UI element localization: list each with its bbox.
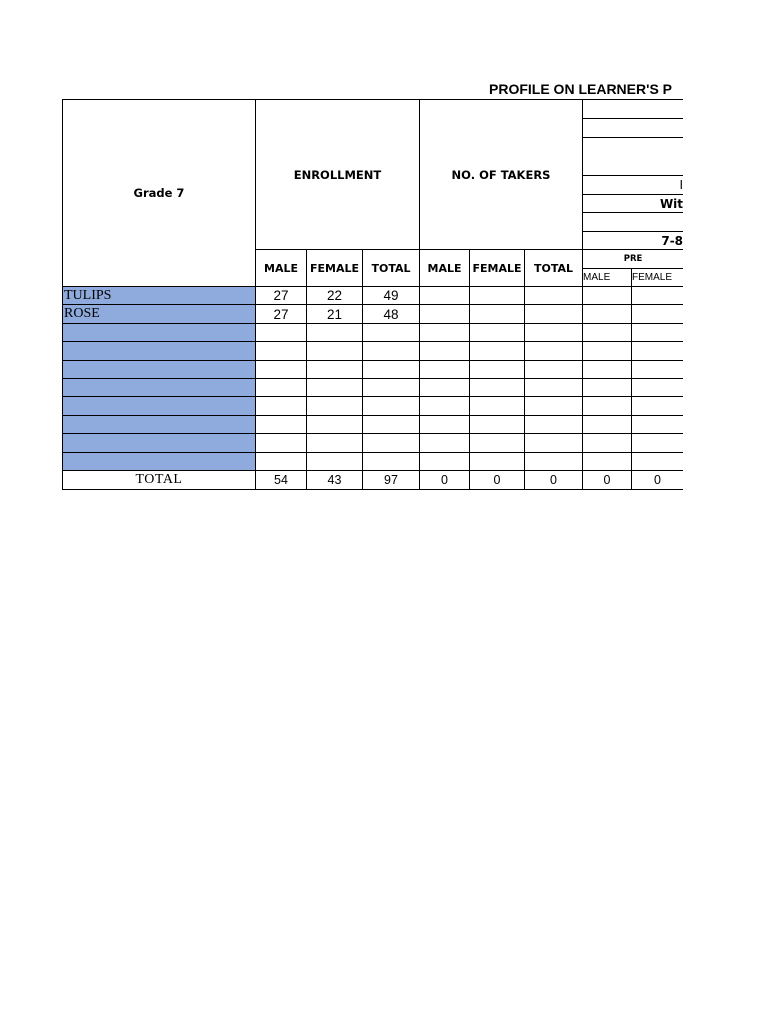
enrollment-label: ENROLLMENT bbox=[293, 167, 382, 182]
data-cell[interactable] bbox=[470, 323, 525, 341]
data-cell[interactable] bbox=[632, 323, 683, 341]
data-cell[interactable] bbox=[256, 360, 307, 378]
pre-label: PRE bbox=[623, 254, 643, 264]
data-cell[interactable] bbox=[256, 452, 307, 470]
header-band-cell bbox=[583, 138, 683, 176]
section-name-cell[interactable] bbox=[63, 397, 256, 415]
sub-total-label: TOTAL bbox=[534, 261, 574, 275]
takers-header-cell bbox=[420, 100, 583, 250]
takers-female-header bbox=[470, 250, 525, 287]
takers-total-header bbox=[525, 250, 583, 287]
data-cell[interactable] bbox=[632, 434, 683, 452]
data-cell[interactable] bbox=[420, 452, 470, 470]
data-cell[interactable] bbox=[583, 287, 632, 305]
data-cell[interactable]: 27 bbox=[256, 287, 307, 305]
table-row bbox=[63, 305, 684, 323]
data-cell[interactable] bbox=[525, 305, 583, 323]
partial-header-1: I bbox=[679, 178, 683, 192]
data-cell[interactable] bbox=[307, 360, 363, 378]
data-cell[interactable] bbox=[525, 452, 583, 470]
data-cell[interactable] bbox=[420, 305, 470, 323]
sub-male-label: MALE bbox=[264, 261, 298, 275]
data-cell[interactable]: 48 bbox=[363, 305, 420, 323]
total-enroll-male: 54 bbox=[256, 470, 307, 489]
data-cell[interactable] bbox=[525, 434, 583, 452]
enrollment-header-cell bbox=[256, 100, 420, 250]
small-male-label: MALE bbox=[583, 272, 611, 283]
table-row bbox=[63, 397, 684, 415]
sub-female-label: FEMALE bbox=[309, 261, 359, 275]
data-cell[interactable] bbox=[583, 397, 632, 415]
data-cell[interactable] bbox=[632, 397, 683, 415]
section-name-cell[interactable] bbox=[63, 378, 256, 396]
data-cell[interactable] bbox=[632, 342, 683, 360]
table-row bbox=[63, 287, 684, 305]
total-pre-male: 0 bbox=[583, 470, 632, 489]
section-name-cell[interactable] bbox=[63, 434, 256, 452]
partial-header-cell bbox=[583, 176, 683, 195]
enroll-female-header bbox=[307, 250, 363, 287]
partial-header-cell bbox=[583, 232, 683, 250]
data-cell[interactable] bbox=[583, 415, 632, 433]
data-cell[interactable] bbox=[583, 305, 632, 323]
section-name-cell[interactable] bbox=[63, 342, 256, 360]
total-enroll-female: 43 bbox=[307, 470, 363, 489]
data-cell[interactable] bbox=[420, 323, 470, 341]
data-cell[interactable] bbox=[363, 323, 420, 341]
table-row bbox=[63, 378, 684, 396]
data-cell[interactable] bbox=[632, 378, 683, 396]
data-cell[interactable] bbox=[470, 360, 525, 378]
takers-male-header bbox=[420, 250, 470, 287]
data-cell[interactable] bbox=[632, 360, 683, 378]
data-cell[interactable] bbox=[583, 452, 632, 470]
total-takers-female: 0 bbox=[470, 470, 525, 489]
data-cell[interactable] bbox=[420, 378, 470, 396]
data-cell[interactable] bbox=[583, 360, 632, 378]
data-cell[interactable] bbox=[256, 342, 307, 360]
data-cell[interactable]: 22 bbox=[307, 287, 363, 305]
table-row bbox=[63, 360, 684, 378]
data-cell[interactable] bbox=[256, 415, 307, 433]
data-cell[interactable] bbox=[583, 378, 632, 396]
enroll-male-header bbox=[256, 250, 307, 287]
section-name-cell[interactable] bbox=[63, 452, 256, 470]
data-cell[interactable] bbox=[256, 434, 307, 452]
profile-table bbox=[62, 99, 683, 490]
data-cell[interactable] bbox=[470, 305, 525, 323]
total-takers-total: 0 bbox=[525, 470, 583, 489]
data-cell[interactable] bbox=[470, 415, 525, 433]
partial-header-3: 7-8 bbox=[661, 233, 683, 248]
data-cell[interactable] bbox=[525, 287, 583, 305]
data-cell[interactable] bbox=[420, 415, 470, 433]
data-cell[interactable] bbox=[632, 287, 683, 305]
grade-header-cell bbox=[63, 100, 256, 287]
total-enroll-total: 97 bbox=[363, 470, 420, 489]
data-cell[interactable] bbox=[307, 434, 363, 452]
data-cell[interactable] bbox=[307, 378, 363, 396]
data-cell[interactable]: 27 bbox=[256, 305, 307, 323]
data-cell[interactable] bbox=[470, 342, 525, 360]
data-cell[interactable] bbox=[420, 287, 470, 305]
pre-male-header bbox=[583, 269, 632, 287]
small-female-label: FEMALE bbox=[632, 272, 673, 283]
pre-female-header bbox=[632, 269, 683, 287]
data-cell[interactable] bbox=[525, 360, 583, 378]
total-takers-male: 0 bbox=[420, 470, 470, 489]
data-cell[interactable] bbox=[525, 415, 583, 433]
data-cell[interactable] bbox=[256, 323, 307, 341]
table-row bbox=[63, 434, 684, 452]
data-cell[interactable] bbox=[307, 323, 363, 341]
total-pre-female: 0 bbox=[632, 470, 683, 489]
section-name-cell[interactable]: TULIPS bbox=[63, 287, 256, 305]
data-cell[interactable] bbox=[525, 323, 583, 341]
data-cell[interactable] bbox=[525, 397, 583, 415]
data-cell[interactable] bbox=[470, 287, 525, 305]
data-cell[interactable] bbox=[363, 452, 420, 470]
data-cell[interactable] bbox=[470, 397, 525, 415]
data-cell[interactable] bbox=[307, 397, 363, 415]
section-name-cell[interactable] bbox=[63, 323, 256, 341]
data-cell[interactable] bbox=[363, 342, 420, 360]
data-cell[interactable] bbox=[583, 342, 632, 360]
report-title: PROFILE ON LEARNER'S P bbox=[489, 81, 673, 97]
partial-header-2: Wit bbox=[659, 196, 683, 211]
data-cell[interactable] bbox=[420, 360, 470, 378]
data-cell[interactable] bbox=[307, 415, 363, 433]
totals-label: TOTAL bbox=[63, 470, 256, 489]
table-row bbox=[63, 342, 684, 360]
takers-label: NO. OF TAKERS bbox=[451, 167, 551, 182]
data-cell[interactable] bbox=[307, 342, 363, 360]
section-rows bbox=[63, 287, 684, 471]
data-cell[interactable] bbox=[363, 434, 420, 452]
sub-male-label: MALE bbox=[427, 261, 462, 275]
data-cell[interactable] bbox=[420, 342, 470, 360]
data-cell[interactable] bbox=[420, 397, 470, 415]
data-cell[interactable] bbox=[470, 434, 525, 452]
sub-female-label: FEMALE bbox=[472, 261, 522, 275]
partial-header-cell bbox=[583, 195, 683, 213]
table-row bbox=[63, 452, 684, 470]
data-cell[interactable] bbox=[470, 378, 525, 396]
data-cell[interactable]: 49 bbox=[363, 287, 420, 305]
data-cell[interactable] bbox=[363, 415, 420, 433]
data-cell[interactable] bbox=[420, 434, 470, 452]
data-cell[interactable] bbox=[363, 397, 420, 415]
data-cell[interactable] bbox=[525, 378, 583, 396]
grade-label: Grade 7 bbox=[133, 186, 185, 200]
data-cell[interactable] bbox=[307, 452, 363, 470]
header-band-cell bbox=[583, 213, 683, 232]
section-name-cell[interactable] bbox=[63, 360, 256, 378]
data-cell[interactable] bbox=[583, 323, 632, 341]
data-cell[interactable] bbox=[256, 397, 307, 415]
spreadsheet-grid bbox=[62, 99, 683, 509]
data-cell[interactable] bbox=[470, 452, 525, 470]
enroll-total-header bbox=[363, 250, 420, 287]
sub-total-label: TOTAL bbox=[371, 261, 411, 275]
table-row bbox=[63, 323, 684, 341]
section-name-cell[interactable]: ROSE bbox=[63, 305, 256, 323]
table-row bbox=[63, 415, 684, 433]
data-cell[interactable] bbox=[525, 342, 583, 360]
data-cell[interactable]: 21 bbox=[307, 305, 363, 323]
totals-row bbox=[63, 470, 684, 489]
section-name-cell[interactable] bbox=[63, 415, 256, 433]
data-cell[interactable] bbox=[632, 415, 683, 433]
data-cell[interactable] bbox=[583, 434, 632, 452]
data-cell[interactable] bbox=[256, 378, 307, 396]
pre-header-cell bbox=[583, 250, 683, 269]
data-cell[interactable] bbox=[363, 360, 420, 378]
header-band-cell bbox=[583, 100, 683, 119]
data-cell[interactable] bbox=[632, 452, 683, 470]
data-cell[interactable] bbox=[363, 378, 420, 396]
data-cell[interactable] bbox=[632, 305, 683, 323]
header-band-cell bbox=[583, 119, 683, 138]
